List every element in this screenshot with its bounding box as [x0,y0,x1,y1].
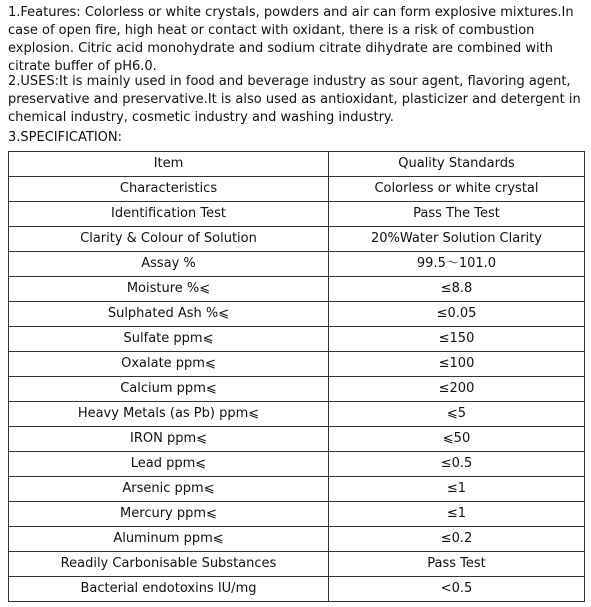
item-cell: Arsenic ppm⩽ [9,477,329,502]
item-cell: Bacterial endotoxins IU/mg [9,577,329,602]
standard-cell: ⩽50 [329,427,585,452]
standard-cell: Pass The Test [329,202,585,227]
standard-cell: <0.5 [329,577,585,602]
header-quality-standards: Quality Standards [329,152,585,177]
specification-heading: 3.SPECIFICATION: [8,130,123,145]
table-row [9,552,585,577]
standard-cell: 20%Water Solution Clarity [329,227,585,252]
standard-cell: ≤100 [329,352,585,377]
table-body [9,177,585,602]
uses-paragraph: 2.USES:It is mainly used in food and beverage industry as sour agent, flavoring agent, preservative and preservative.It is also used as antioxidant, plasticizer and detergent in chemical industry, cosmetic industry and washing industry. [8,74,581,125]
item-cell: Lead ppm⩽ [9,452,329,477]
table-row [9,327,585,352]
table-row [9,477,585,502]
table-row [9,202,585,227]
item-cell: Assay % [9,252,329,277]
table-row [9,252,585,277]
table-row [9,352,585,377]
table-row [9,502,585,527]
item-cell: Mercury ppm⩽ [9,502,329,527]
standard-cell: ≤0.5 [329,452,585,477]
item-cell: Clarity & Colour of Solution [9,227,329,252]
table-row [9,577,585,602]
item-cell: Readily Carbonisable Substances [9,552,329,577]
standard-cell: ≤150 [329,327,585,352]
standard-cell: Pass Test [329,552,585,577]
standard-cell: ≤8.8 [329,277,585,302]
table-row [9,427,585,452]
item-cell: Oxalate ppm⩽ [9,352,329,377]
table-header-row [9,152,585,177]
specification-table [8,151,585,602]
table-row [9,302,585,327]
standard-cell: Colorless or white crystal [329,177,585,202]
item-cell: Moisture %⩽ [9,277,329,302]
standard-cell: ≤0.2 [329,527,585,552]
item-cell: Heavy Metals (as Pb) ppm⩽ [9,402,329,427]
item-cell: IRON ppm⩽ [9,427,329,452]
item-cell: Characteristics [9,177,329,202]
standard-cell: ≤200 [329,377,585,402]
table-row [9,177,585,202]
item-cell: Calcium ppm⩽ [9,377,329,402]
item-cell: Identification Test [9,202,329,227]
header-item: Item [9,152,329,177]
table-row [9,277,585,302]
table-row [9,377,585,402]
table-row [9,402,585,427]
standard-cell: 99.5～101.0 [329,252,585,277]
standard-cell: ≤0.05 [329,302,585,327]
standard-cell: ≤1 [329,477,585,502]
standard-cell: ≤1 [329,502,585,527]
table-row [9,527,585,552]
standard-cell: ⩽5 [329,402,585,427]
table-row [9,452,585,477]
table-row [9,227,585,252]
item-cell: Sulfate ppm⩽ [9,327,329,352]
features-paragraph: 1.Features: Colorless or white crystals, powders and air can form explosive mixtures.In case of open fire, high heat or contact with oxidant, there is a risk of combustion explosion. Citric acid monohydrate and sodium citrate dihydrate are combined with citrate buffer of pH6.0. [8,5,574,74]
item-cell: Aluminum ppm⩽ [9,527,329,552]
item-cell: Sulphated Ash %⩽ [9,302,329,327]
